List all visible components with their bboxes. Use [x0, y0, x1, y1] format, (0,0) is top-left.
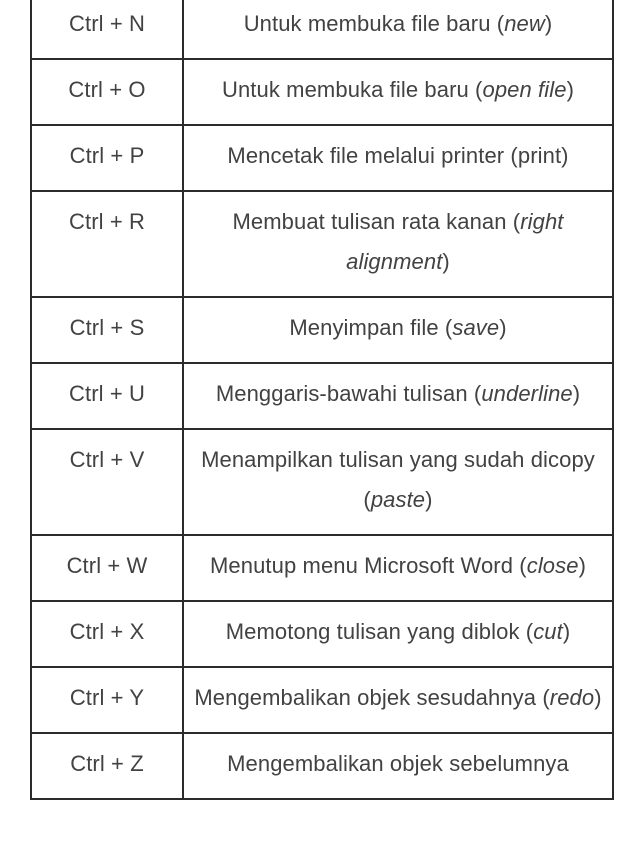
shortcut-description: Menyimpan file (save)	[183, 297, 613, 363]
shortcut-key: Ctrl + Y	[31, 667, 183, 733]
shortcut-key: Ctrl + V	[31, 429, 183, 535]
table-row	[31, 363, 613, 429]
table-row	[31, 191, 613, 297]
shortcut-description: Untuk membuka file baru (new)	[183, 0, 613, 59]
shortcut-key: Ctrl + S	[31, 297, 183, 363]
shortcut-description: Menampilkan tulisan yang sudah dicopy (paste)	[183, 429, 613, 535]
shortcut-key: Ctrl + O	[31, 59, 183, 125]
table-row	[31, 125, 613, 191]
shortcut-description: Memotong tulisan yang diblok (cut)	[183, 601, 613, 667]
shortcut-table	[30, 0, 614, 800]
shortcut-description: Menutup menu Microsoft Word (close)	[183, 535, 613, 601]
shortcut-description: Mencetak file melalui printer (print)	[183, 125, 613, 191]
table-row	[31, 0, 613, 59]
shortcut-key: Ctrl + U	[31, 363, 183, 429]
table-row	[31, 733, 613, 799]
table-row	[31, 601, 613, 667]
shortcut-description: Menggaris-bawahi tulisan (underline)	[183, 363, 613, 429]
shortcut-description: Mengembalikan objek sesudahnya (redo)	[183, 667, 613, 733]
table-row	[31, 59, 613, 125]
shortcut-key: Ctrl + R	[31, 191, 183, 297]
table-row	[31, 535, 613, 601]
table-row	[31, 429, 613, 535]
shortcut-description: Untuk membuka file baru (open file)	[183, 59, 613, 125]
shortcut-key: Ctrl + P	[31, 125, 183, 191]
shortcut-key: Ctrl + N	[31, 0, 183, 59]
shortcut-key: Ctrl + Z	[31, 733, 183, 799]
shortcut-key: Ctrl + X	[31, 601, 183, 667]
table-row	[31, 667, 613, 733]
table-row	[31, 297, 613, 363]
shortcut-description: Membuat tulisan rata kanan (right alignment)	[183, 191, 613, 297]
shortcut-key: Ctrl + W	[31, 535, 183, 601]
shortcut-description: Mengembalikan objek sebelumnya	[183, 733, 613, 799]
shortcut-table-container	[30, 0, 612, 800]
